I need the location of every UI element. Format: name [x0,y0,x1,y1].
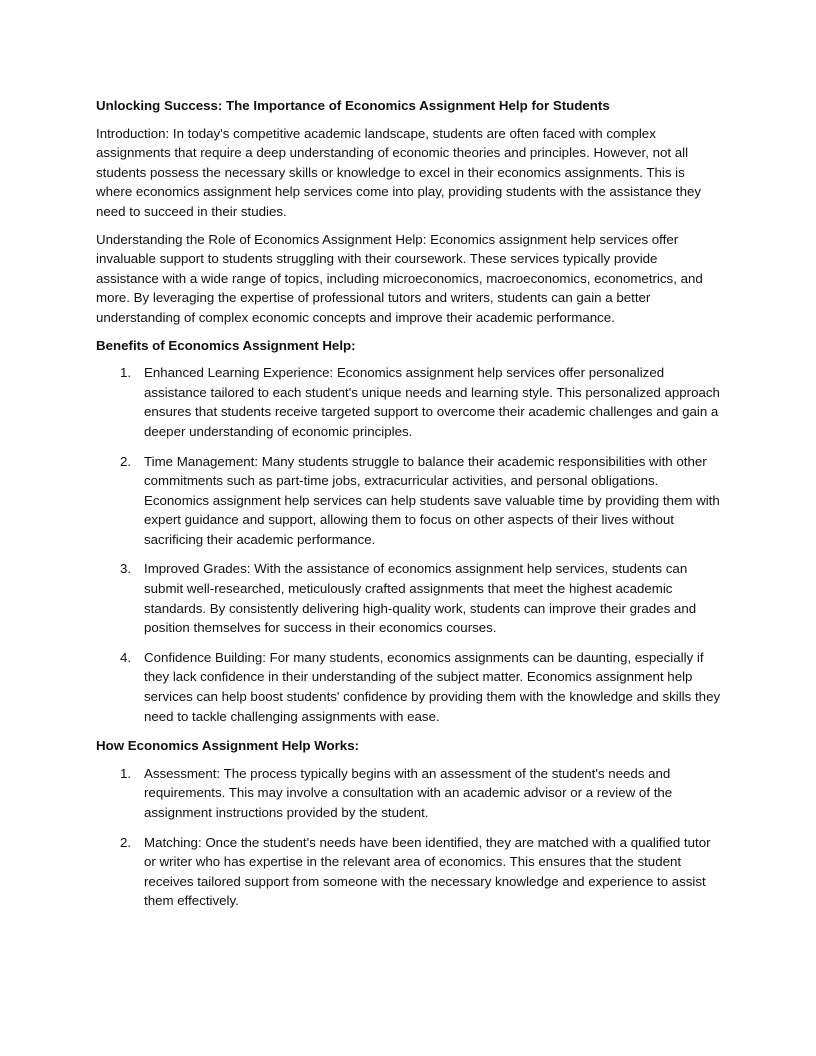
list-item-text: Improved Grades: With the assistance of economics assignment help services, students can submit well-researched, meticulously crafted assignments that meet the highest academic standards. By consistently delivering high-quality work, students can improve their grades and position themselves for success in their economics courses. [144,561,697,636]
list-item-number: 3. [120,561,132,577]
list-item [96,648,722,726]
how-it-works-heading: How Economics Assignment Help Works: [96,738,360,754]
list-item [96,363,722,441]
intro-paragraph: Introduction: In today's competitive academic landscape, students are often faced with complex assignments that require a deep understanding of economic theories and principles. However, not all students possess the necessary skills or knowledge to excel in their economics assignments. This is where economics assignment help services come into play, providing students with the assistance they need to succeed in their studies. [96,125,702,219]
list-item-number: 4. [120,649,132,665]
benefits-list [96,363,722,726]
benefits-heading: Benefits of Economics Assignment Help: [96,337,356,353]
list-item-text: Confidence Building: For many students, economics assignments can be daunting, especially if they lack confidence in their understanding of the subject matter. Economics assignment help services can help boost students' confidence by providing them with the knowledge and skills they need to tackle challenging assignments with ease. [144,649,721,724]
list-item-text: Enhanced Learning Experience: Economics assignment help services offer personalized assistance tailored to each student's unique needs and learning style. This personalized approach ensures that students receive targeted support to overcome their academic challenges and gain a deeper understanding of economic principles. [144,365,720,439]
list-item-number: 2. [120,834,132,850]
list-item [96,833,722,911]
list-item [96,764,722,823]
list-item-number: 1. [120,765,132,781]
role-paragraph: Understanding the Role of Economics Assignment Help: Economics assignment help services offer invaluable support to students struggling with their coursework. These services typically provide assistance with a wide range of topics, including microeconomics, macroeconomics, econometrics, and more. By leveraging the expertise of professional tutors and writers, students can gain a better understanding of complex economic concepts and improve their academic performance. [96,231,703,325]
document-title: Unlocking Success: The Importance of Economics Assignment Help for Students [96,98,610,113]
how-it-works-list [96,764,722,911]
list-item [96,559,722,637]
list-item [96,452,722,550]
document-page [96,96,722,921]
list-item-number: 2. [120,453,132,469]
list-item-text: Assessment: The process typically begins with an assessment of the student's needs and requirements. This may involve a consultation with an academic advisor or a review of the assignment instructions provided by the student. [144,765,673,820]
list-item-number: 1. [120,365,132,381]
list-item-text: Time Management: Many students struggle to balance their academic responsibilities with other commitments such as part-time jobs, extracurricular activities, and personal obligations. Economics assignment help services can help students save valuable time by providing them with expert guidance and support, allowing them to focus on other aspects of their lives without sacrificing their academic performance. [144,453,720,547]
list-item-text: Matching: Once the student's needs have been identified, they are matched with a qualified tutor or writer who has expertise in the relevant area of economics. This ensures that the student receives tailored support from someone with the necessary knowledge and experience to assist them effectively. [144,834,711,909]
